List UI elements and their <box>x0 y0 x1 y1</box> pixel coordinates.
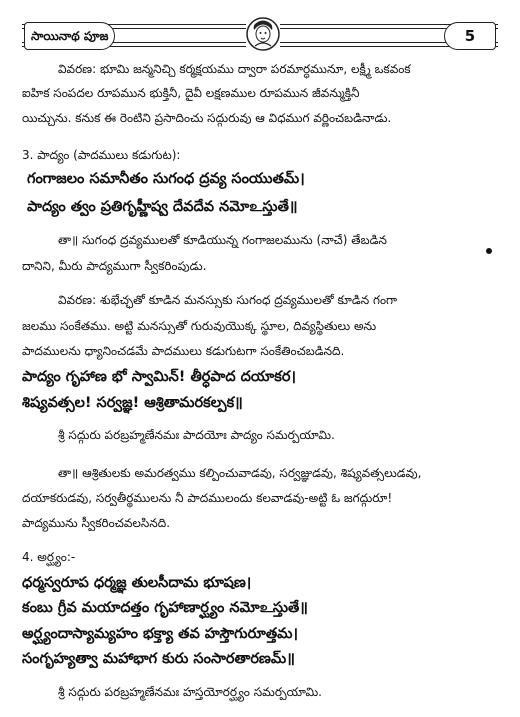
verse-line: ధర్మస్వరూప ధర్మజ్ఞ తులసీదామ భూషణ। <box>22 575 252 591</box>
verse-line: సంగృహ్యత్వా మహాభాగ కురు సంసారతారణమ్॥ <box>22 651 295 667</box>
explanation-line: పాదములను ధ్యానించడమే పాదములు కడుగుటగా సంకేతించబడినది. <box>22 344 345 358</box>
paragraph-line: వివరణ: భూమి జన్మనిచ్చి కర్మక్షయము ద్వారా పరమార్ధమునూ, లక్ష్మీ ఒకవంక <box>58 62 411 76</box>
meaning-line: దయాకరుడవు, సర్వతీర్థములను నీ పాదములందు కలవాడవు-అట్టి ఓ జగద్గురూ! <box>22 491 393 505</box>
page-number: 5 <box>444 22 496 50</box>
verse-line: గంగాజలం సమానీతం సుగంధ ద్రవ్య సంయుతమ్। <box>27 171 305 187</box>
paragraph-line: ఐహిక సంపదల రూపమున భుక్తినీ, దైవీ లక్షణముల రూపమున జీవన్ముక్తినీ <box>22 86 360 100</box>
explanation-line: జలము సంకేతము. అట్టి మనస్సుతో గురువుయొక్క స్థూల, దివ్యస్థితులు అను <box>22 319 377 333</box>
meaning-line: దానిని, మీరు పాద్యముగా స్వీకరింపుడు. <box>22 259 207 273</box>
page-header <box>22 22 498 50</box>
sai-baba-portrait-icon <box>246 16 280 52</box>
verse-line: అర్ఘ్యందాస్యామ్యహం భక్త్యా తవ హస్తౌగురూత్తమ। <box>22 626 298 642</box>
verse-line: పాద్యం త్వం ప్రతిగృహ్ణీష్వ దేవదేవ నమోஉస్తుతే॥ <box>27 199 298 215</box>
meaning-line: తా॥ ఆశ్రితులకు అమరత్వము కల్పించువాడవు, సర్వజ్ఞుడవు, శిష్యవత్సలుడవు, <box>58 466 422 480</box>
verse-line: పాద్యం గృహాణ భో స్వామిన్! తీర్ధపాద దయాకర। <box>22 369 296 385</box>
mantra-line: శ్రీ సద్గురు పరబ్రహ్మణేనమః హస్తయోరర్ఘ్యం సమర్పయామి. <box>58 685 322 699</box>
mantra-line: శ్రీ సద్గురు పరబ్రహ్మణేనమః పాదయోః పాద్యం సమర్పయామి. <box>58 428 335 442</box>
verse-line: శిష్యవత్సల! సర్వజ్ఞ! ఆశ్రితామరకల్పక॥ <box>22 395 243 411</box>
ink-dot <box>486 248 492 254</box>
paragraph-line: యిచ్చును. కనుక ఈ రెంటిని ప్రసాదించు సద్గురువు ఆ విధముగ వర్ణించబడినాడు. <box>22 111 392 125</box>
book-title: సాయినాథ పూజ <box>24 22 115 50</box>
explanation-line: వివరణ: శుభేచ్ఛతో కూడిన మనస్సుకు సుగంధ ద్రవ్యములతో కూడిన గంగా <box>58 293 398 307</box>
meaning-line: పాద్యమును స్వీకరించవలసినది. <box>22 516 171 530</box>
meaning-line: తా॥ సుగంధ ద్రవ్యములతో కూడియున్న గంగాజలమును (నాచే) తేబడిన <box>58 233 387 247</box>
verse-line: కంబు గ్రీవ మయాదత్తం గృహాణార్ఘ్యం నమోஉస్తుతే॥ <box>22 600 308 616</box>
section-heading: 4. అర్ఘ్యం:- <box>22 550 76 564</box>
section-heading: 3. పాద్యం (పాదములు కడుగుట): <box>22 148 181 162</box>
